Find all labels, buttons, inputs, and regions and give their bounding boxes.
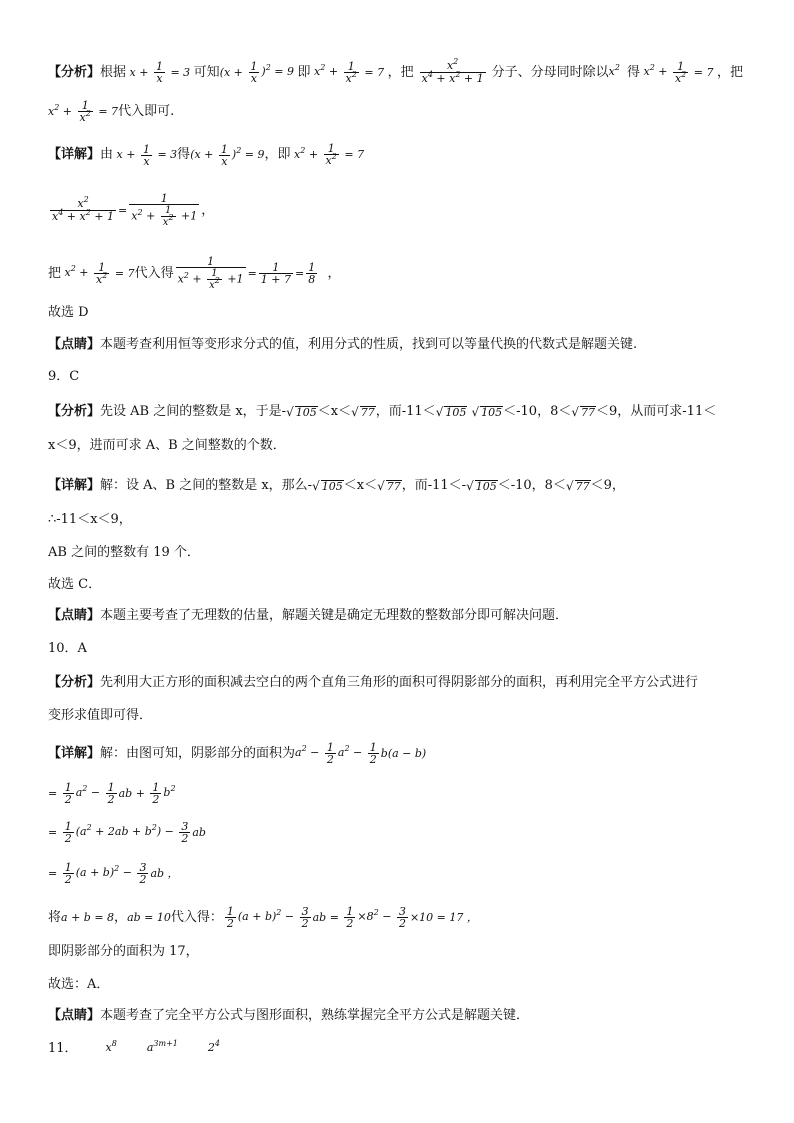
q8-comment: [48, 337, 748, 353]
fraction: $\frac{1}{8}$: [308, 261, 316, 286]
fraction: 1 $x^2$ + $\frac{1}{x^2}$ +1: [131, 192, 198, 228]
q8-detail-text: 由: [100, 147, 114, 162]
math-expr: $x^2$ +: [61, 264, 93, 279]
math-expr: a + b = 8: [61, 910, 115, 924]
q9-text: ＜-10，8＜: [497, 478, 566, 493]
math-expr: $x^2$ +: [48, 102, 76, 118]
q10-text: 代入得：: [170, 909, 223, 925]
q9-text: ，而-11＜-: [401, 478, 467, 493]
fraction: $\frac{1}{2}$: [226, 905, 234, 930]
math-expr: = 7: [111, 266, 135, 280]
q8-analysis-text: 代入即可.: [118, 104, 175, 119]
radicand: 105: [321, 479, 343, 493]
analysis-label: 【分析】: [48, 64, 101, 80]
comma: ，: [319, 265, 341, 281]
q9-number: 9．C: [48, 369, 80, 384]
fraction: $\frac{1}{x^2}$: [96, 260, 108, 286]
q10-step3: [48, 862, 748, 885]
sqrt-icon: √: [471, 405, 480, 419]
radicand: 105: [445, 405, 467, 419]
comma: ，: [201, 202, 215, 218]
q8-detail-line2: [48, 193, 748, 228]
math-expr: =: [247, 266, 257, 280]
q9-analysis-line1: [48, 404, 748, 420]
q10-analysis-line1: [48, 675, 748, 691]
math-expr: ×10 = 17 ，: [409, 910, 478, 924]
math-expr: =: [295, 266, 305, 280]
fraction: $\frac{1}{2}$: [107, 781, 115, 806]
sqrt-icon: √: [466, 479, 474, 493]
q10-step2: [48, 821, 748, 844]
fraction: $\frac{1}{2}$: [346, 905, 354, 930]
fraction: $\frac{1}{2}$: [326, 741, 334, 766]
q8-detail-text: 得: [177, 147, 191, 162]
math-expr: ab: [192, 825, 206, 839]
q9-text: 先设 AB 之间的整数是 x，于是-: [100, 404, 287, 419]
q11-answer-2: $a^{3m+1}$: [146, 1039, 178, 1054]
fraction: $\frac{1}{x^2}$: [325, 142, 337, 167]
q8-detail-line3: [48, 256, 748, 291]
q9-answer: 故选 C．: [48, 577, 102, 592]
math-expr: ab = 10: [127, 910, 171, 924]
radicand: 105: [295, 405, 317, 419]
q8-detail-text: 代入得: [134, 265, 174, 281]
q8-detail-text: ，即: [264, 147, 291, 162]
comment-label: 【点睛】: [48, 337, 101, 352]
math-expr: $(a^2 + 2ab + b^2)$ −: [75, 823, 178, 838]
math-expr: (x +: [190, 148, 217, 161]
q8-analysis-text: 根据: [100, 64, 127, 80]
fraction: 1 $x^2$ + $\frac{1}{x^2}$ +1: [177, 255, 244, 291]
math-expr: $x^2$ +: [639, 63, 671, 78]
q8-analysis-text: 分子、分母同时除以: [491, 64, 609, 80]
fraction: $\frac{1}{2}$: [369, 741, 377, 766]
sqrt-icon: √: [565, 479, 574, 493]
q8-detail-line1: [48, 143, 748, 167]
fraction: $\frac{1}{2}$: [64, 781, 72, 806]
math-expr: $a^2$ −: [337, 744, 366, 759]
math-expr: = 3: [166, 65, 194, 79]
math-expr: b(a − b): [380, 746, 427, 760]
math-expr: = 7: [690, 65, 718, 79]
q8-analysis-text: 即: [297, 64, 311, 80]
math-expr: ab =: [312, 910, 343, 924]
fraction: $\frac{1}{x}$: [220, 142, 228, 168]
q9-comment: [48, 608, 748, 624]
q9-text: ，而-11＜: [375, 404, 436, 419]
q8-analysis-line1: [48, 57, 748, 85]
q9-detail-line1: [48, 478, 748, 494]
fraction: $\frac{1}{x^2}$: [345, 59, 357, 85]
fraction: $\frac{1}{x}$: [155, 60, 163, 85]
fraction: $\frac{3}{2}$: [139, 861, 147, 886]
q8-analysis-text: ，把: [717, 64, 744, 80]
sqrt-icon: √: [435, 405, 444, 419]
q10-answer: 故选：A．: [48, 977, 110, 992]
fraction: $\frac{3}{2}$: [181, 820, 189, 845]
fraction: $\frac{1}{2}$: [64, 861, 72, 886]
q8-detail-text: 把: [48, 265, 62, 281]
q8-analysis-text: ，把: [387, 64, 414, 80]
sqrt-icon: √: [351, 405, 359, 419]
q8-analysis-line2: [48, 100, 748, 124]
detail-label: 【详解】: [48, 147, 101, 162]
math-expr: )$^2$ = 9: [261, 63, 298, 78]
fraction: $\frac{1}{x}$: [142, 142, 150, 168]
sqrt-icon: √: [286, 405, 294, 419]
q10-text: ，: [114, 909, 128, 925]
q8-analysis-text: 得: [626, 64, 640, 80]
detail-label: 【详解】: [48, 478, 101, 493]
radicand: 77: [360, 405, 375, 419]
q11-answer-3: $2^4$: [207, 1039, 220, 1054]
sqrt-icon: √: [571, 405, 580, 419]
fraction: $\frac{1}{2}$: [64, 820, 72, 845]
analysis-label: 【分析】: [48, 675, 101, 690]
fraction: $\frac{1}{x^2}$: [675, 59, 687, 85]
fraction: $\frac{3}{2}$: [398, 905, 406, 930]
radicand: 77: [386, 479, 401, 493]
analysis-label: 【分析】: [48, 404, 101, 419]
q11-number: 11．: [48, 1040, 78, 1056]
q10-analysis-line2: 变形求值即可得．: [48, 708, 153, 723]
fraction: $\frac{1}{1 + 7}$: [260, 261, 291, 286]
q9-analysis-line2: x＜9，进而可求 A、B 之间整数的个数．: [48, 438, 286, 453]
q9-text: ＜9，: [590, 478, 625, 493]
math-expr: $(a + b)^2$ −: [75, 864, 136, 879]
math-expr: = 3: [153, 148, 178, 161]
q9-step2: AB 之间的整数有 19 个．: [48, 545, 200, 560]
math-expr: )$^2$ = 9: [231, 145, 265, 161]
math-expr: ab +: [118, 786, 149, 800]
fraction: $\frac{1}{x}$: [250, 60, 258, 85]
q10-number: 10．A: [48, 641, 87, 656]
q10-text: 先利用大正方形的面积减去空白的两个直角三角形的面积可得阴影部分的面积，再利用完全平方公式进行: [100, 675, 699, 690]
math-expr: = 7: [340, 148, 365, 161]
math-expr: $x^2$: [608, 63, 620, 78]
math-expr: $a^2$ −: [295, 744, 323, 759]
q9-step1: ∴-11＜x＜9，: [48, 512, 132, 527]
q10-result: 即阴影部分的面积为 17，: [48, 944, 199, 959]
q9-text: ＜-10，8＜: [503, 404, 572, 419]
q9-text: 解：设 A、B 之间的整数是 x，那么-: [100, 478, 313, 493]
comment-label: 【点睛】: [48, 608, 101, 623]
math-expr: =: [48, 786, 61, 800]
math-expr: =: [118, 203, 128, 217]
q10-text: 解：由图可知，阴影部分的面积为: [100, 745, 296, 761]
q10-text: 将: [48, 909, 62, 925]
math-expr: x +: [126, 65, 152, 79]
math-expr: x +: [113, 148, 139, 161]
radicand: 77: [575, 479, 590, 493]
math-expr: $a^2$ −: [75, 784, 104, 799]
fraction: $\frac{x^2}{x^4 + x^2 + 1}$: [421, 57, 484, 85]
math-expr: $b^2$: [163, 784, 176, 799]
math-expr: =: [48, 866, 61, 880]
q10-detail-line1: [48, 742, 748, 765]
detail-label: 【详解】: [48, 745, 101, 761]
radicand: 105: [475, 479, 497, 493]
math-expr: ab ，: [150, 866, 179, 880]
q11-answer-1: $x^8$: [105, 1039, 117, 1054]
q9-text: ＜x＜: [317, 404, 352, 419]
q8-comment-text: 本题考查利用恒等变形求分式的值，利用分式的性质，找到可以等量代换的代数式是解题关键.: [100, 337, 638, 352]
q9-comment-text: 本题主要考查了无理数的估量，解题关键是确定无理数的整数部分即可解决问题．: [100, 608, 569, 623]
math-expr: $\times 8^2$ −: [357, 908, 395, 923]
q9-text: ＜9，从而可求-11＜: [596, 404, 717, 419]
math-expr: = 7: [94, 105, 119, 118]
fraction: $\frac{x^2}{x^4 + x^2 + 1}$: [52, 195, 115, 223]
q10-comment: [48, 1008, 748, 1024]
radicand: 105: [481, 405, 503, 419]
math-expr: $x^2$ +: [290, 145, 322, 161]
math-expr: $(a + b)^2$ −: [237, 908, 298, 923]
radicand: 77: [581, 405, 596, 419]
math-expr: (x +: [219, 65, 247, 79]
fraction: $\frac{3}{2}$: [301, 905, 309, 930]
math-expr: = 7: [360, 65, 388, 79]
comment-label: 【点睛】: [48, 1008, 101, 1023]
q9-text: ＜x＜: [343, 478, 378, 493]
q10-step1: [48, 782, 748, 805]
fraction: $\frac{1}{x^2}$: [79, 99, 91, 124]
sqrt-icon: √: [312, 479, 320, 493]
q11-line: [48, 1040, 748, 1057]
q10-comment-text: 本题考查了完全平方公式与图形面积，熟练掌握完全平方公式是解题关键．: [100, 1008, 530, 1023]
q8-analysis-text: 可知: [193, 64, 220, 80]
math-expr: $x^2$ +: [310, 63, 342, 78]
q8-answer: 故选 D: [48, 305, 89, 320]
q10-substitution: [48, 906, 748, 929]
math-expr: =: [48, 825, 61, 839]
sqrt-icon: √: [377, 479, 385, 493]
fraction: $\frac{1}{2}$: [152, 781, 160, 806]
